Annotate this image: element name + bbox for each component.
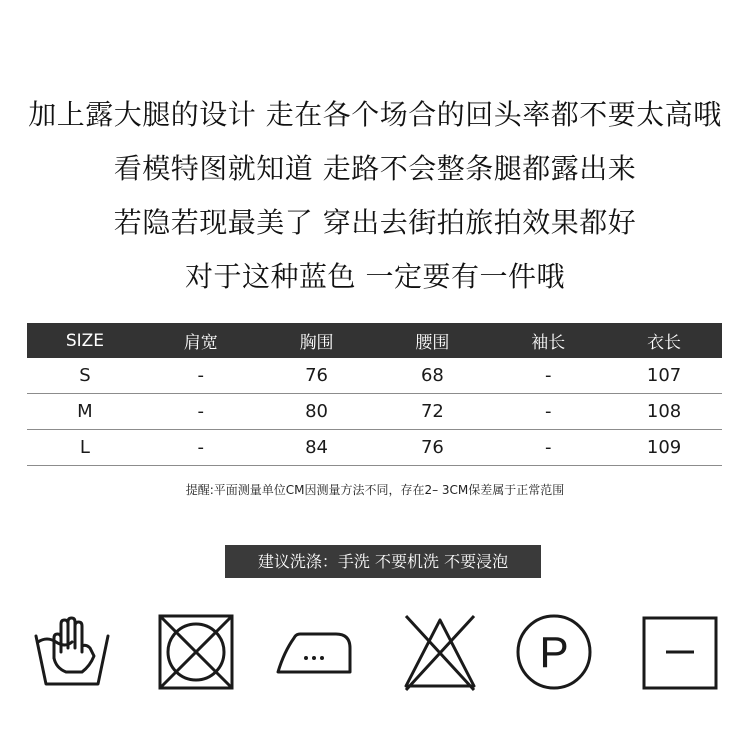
do-not-tumble-dry-icon — [156, 612, 236, 692]
table-cell: - — [490, 430, 606, 466]
table-cell: - — [490, 394, 606, 430]
table-cell: 72 — [374, 394, 490, 430]
table-cell: 76 — [259, 358, 375, 394]
table-cell: 80 — [259, 394, 375, 430]
intro-text — [0, 88, 750, 304]
table-header-row — [27, 323, 722, 358]
header-size: SIZE — [27, 323, 143, 358]
table-cell: - — [143, 358, 259, 394]
header-bust: 胸围 — [259, 323, 375, 358]
table-cell: 107 — [606, 358, 722, 394]
table-cell: L — [27, 430, 143, 466]
table-cell: - — [143, 394, 259, 430]
measurement-note: 提醒:平面测量单位CM因测量方法不同，存在2– 3CM保差属于正常范围 — [185, 483, 565, 497]
table-cell: 76 — [374, 430, 490, 466]
dry-clean-p-icon — [514, 612, 594, 692]
header-shoulder: 肩宽 — [143, 323, 259, 358]
intro-line: 看模特图就知道 走路不会整条腿都露出来 — [113, 152, 637, 185]
hand-wash-icon — [32, 612, 112, 692]
table-cell: 109 — [606, 430, 722, 466]
size-table — [27, 323, 722, 466]
table-row — [27, 430, 722, 466]
wash-instructions-banner: 建议洗涤：手洗 不要机洗 不要浸泡 — [225, 545, 541, 578]
dry-clean-letter: P — [539, 628, 569, 677]
intro-line: 若隐若现最美了 穿出去街拍旅拍效果都好 — [113, 206, 637, 239]
table-cell: 108 — [606, 394, 722, 430]
table-cell: - — [490, 358, 606, 394]
table-cell: M — [27, 394, 143, 430]
table-cell: S — [27, 358, 143, 394]
low-heat-iron-icon — [274, 612, 354, 692]
header-length: 衣长 — [606, 323, 722, 358]
header-sleeve: 袖长 — [490, 323, 606, 358]
header-waist: 腰围 — [374, 323, 490, 358]
table-row — [27, 358, 722, 394]
intro-line: 加上露大腿的设计 走在各个场合的回头率都不要太高哦 — [28, 98, 722, 131]
table-row — [27, 394, 722, 430]
table-cell: 84 — [259, 430, 375, 466]
table-cell: 68 — [374, 358, 490, 394]
flat-dry-icon — [640, 612, 720, 692]
table-cell: - — [143, 430, 259, 466]
intro-line: 对于这种蓝色 一定要有一件哦 — [185, 260, 565, 293]
do-not-bleach-icon — [400, 612, 480, 692]
